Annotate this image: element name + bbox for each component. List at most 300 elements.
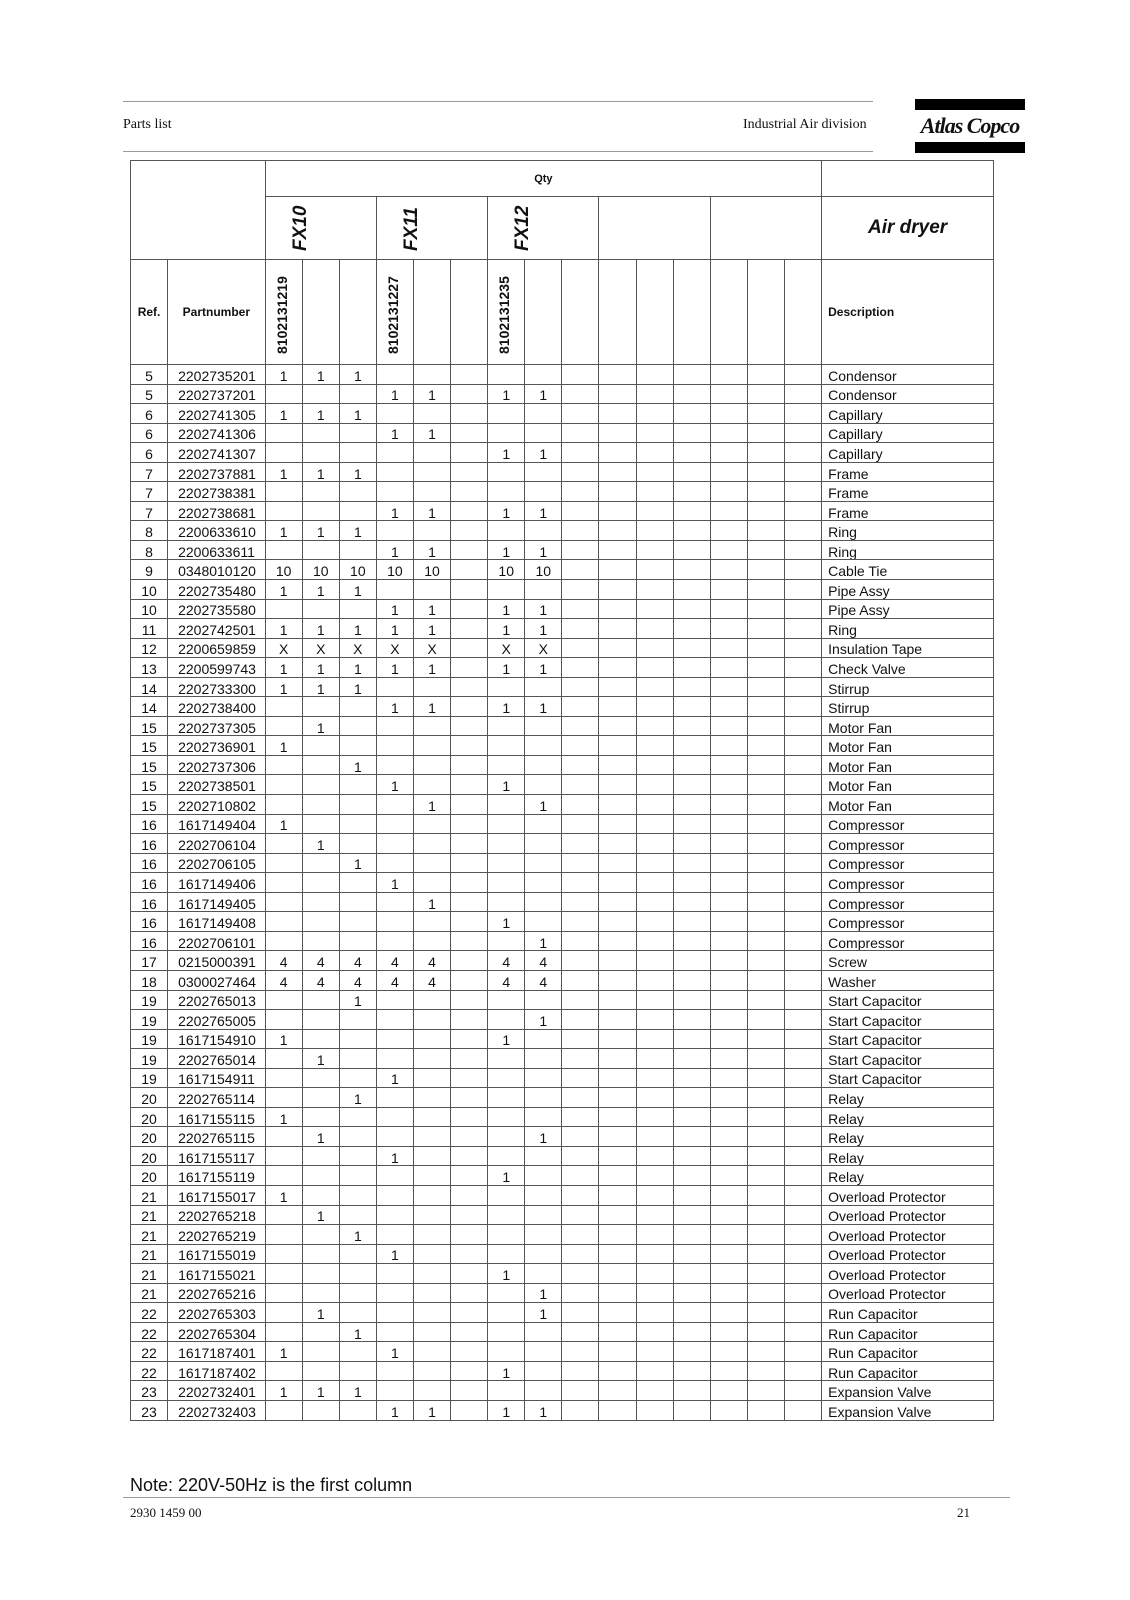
qty-cell [339, 834, 376, 854]
qty-cell [599, 1088, 636, 1108]
qty-cell [636, 443, 673, 463]
qty-cell: 1 [339, 755, 376, 775]
qty-cell [599, 384, 636, 404]
qty-cell [636, 580, 673, 600]
qty-cell [747, 384, 784, 404]
qty-cell [339, 540, 376, 560]
qty-cell [784, 638, 821, 658]
qty-cell [525, 1342, 562, 1362]
qty-cell [488, 990, 525, 1010]
table-row [131, 365, 994, 385]
qty-cell [747, 736, 784, 756]
ref-cell: 16 [131, 931, 168, 951]
qty-cell [747, 1264, 784, 1284]
qty-cell [488, 1381, 525, 1401]
qty-cell [636, 404, 673, 424]
qty-cell [599, 1244, 636, 1264]
qty-cell [413, 873, 450, 893]
description-cell: Screw [822, 951, 994, 971]
partnumber-cell: 2202732403 [168, 1400, 266, 1420]
qty-cell [562, 1107, 599, 1127]
qty-cell [562, 658, 599, 678]
qty-cell [376, 1010, 413, 1030]
qty-cell [376, 521, 413, 541]
qty-cell [747, 619, 784, 639]
qty-cell [562, 716, 599, 736]
description-cell: Motor Fan [822, 775, 994, 795]
qty-cell: 1 [265, 736, 302, 756]
qty-cell [525, 423, 562, 443]
qty-cell [636, 951, 673, 971]
qty-cell [599, 1283, 636, 1303]
partnumber-cell: 1617149404 [168, 814, 266, 834]
qty-cell [747, 423, 784, 443]
qty-cell: 10 [488, 560, 525, 580]
qty-cell [488, 1068, 525, 1088]
qty-cell [451, 1322, 488, 1342]
qty-cell [376, 365, 413, 385]
qty-cell [636, 912, 673, 932]
qty-cell [784, 540, 821, 560]
qty-cell [747, 1381, 784, 1401]
partnumber-cell: 2202765014 [168, 1049, 266, 1069]
qty-cell [413, 580, 450, 600]
qty-cell [784, 619, 821, 639]
qty-cell [599, 1225, 636, 1245]
qty-cell [451, 1264, 488, 1284]
qty-cell [747, 716, 784, 736]
qty-cell [302, 1283, 339, 1303]
qty-cell [265, 775, 302, 795]
qty-cell [636, 1068, 673, 1088]
qty-cell [636, 423, 673, 443]
qty-cell [302, 1400, 339, 1420]
qty-cell [302, 931, 339, 951]
qty-cell [747, 1107, 784, 1127]
qty-cell [525, 873, 562, 893]
qty-cell: 1 [265, 619, 302, 639]
qty-cell [376, 931, 413, 951]
qty-cell [488, 1244, 525, 1264]
description-cell: Run Capacitor [822, 1361, 994, 1381]
qty-cell [784, 853, 821, 873]
qty-cell [562, 1088, 599, 1108]
qty-cell [673, 990, 710, 1010]
qty-cell [673, 853, 710, 873]
qty-cell [784, 580, 821, 600]
qty-cell [265, 1146, 302, 1166]
qty-cell [413, 931, 450, 951]
qty-cell [599, 423, 636, 443]
qty-cell [339, 1244, 376, 1264]
qty-cell [673, 1010, 710, 1030]
partnumber-cell: 2202706101 [168, 931, 266, 951]
qty-cell [636, 892, 673, 912]
qty-cell: 1 [302, 1049, 339, 1069]
qty-cell [488, 462, 525, 482]
qty-cell [784, 834, 821, 854]
qty-cell: 4 [525, 951, 562, 971]
description-cell: Overload Protector [822, 1264, 994, 1284]
qty-cell [784, 736, 821, 756]
qty-cell [265, 834, 302, 854]
qty-cell [747, 912, 784, 932]
subcolumn-header [451, 260, 488, 365]
qty-cell [599, 736, 636, 756]
qty-cell [599, 619, 636, 639]
qty-cell [710, 1029, 747, 1049]
table-row [131, 1361, 994, 1381]
description-cell: Frame [822, 462, 994, 482]
qty-cell: 1 [265, 462, 302, 482]
table-row [131, 501, 994, 521]
qty-cell [302, 1185, 339, 1205]
partnumber-cell: 1617155019 [168, 1244, 266, 1264]
subcolumn-header [339, 260, 376, 365]
ref-cell: 16 [131, 873, 168, 893]
qty-cell [747, 1361, 784, 1381]
qty-cell [302, 775, 339, 795]
qty-cell: 1 [302, 365, 339, 385]
qty-cell [784, 384, 821, 404]
subcolumn-header [562, 260, 599, 365]
qty-cell [339, 1205, 376, 1225]
qty-cell [488, 423, 525, 443]
qty-cell [413, 677, 450, 697]
qty-cell [302, 1225, 339, 1245]
partnumber-cell: 1617149408 [168, 912, 266, 932]
qty-cell [376, 443, 413, 463]
table-row [131, 1029, 994, 1049]
qty-cell [599, 716, 636, 736]
qty-cell: 1 [265, 521, 302, 541]
qty-cell [710, 501, 747, 521]
qty-cell [413, 1107, 450, 1127]
qty-cell [376, 736, 413, 756]
qty-cell: 1 [376, 1068, 413, 1088]
qty-cell [451, 1381, 488, 1401]
table-row [131, 1049, 994, 1069]
qty-cell: 1 [302, 1303, 339, 1323]
qty-cell: 1 [376, 697, 413, 717]
qty-cell [784, 1049, 821, 1069]
qty-cell [599, 580, 636, 600]
qty-cell [376, 814, 413, 834]
qty-cell [562, 1185, 599, 1205]
qty-cell [562, 599, 599, 619]
qty-cell [747, 1225, 784, 1245]
qty-cell [710, 951, 747, 971]
qty-cell: 4 [339, 951, 376, 971]
qty-cell [302, 853, 339, 873]
qty-cell: 1 [488, 599, 525, 619]
qty-cell: 1 [376, 540, 413, 560]
qty-cell [525, 853, 562, 873]
qty-cell: 1 [413, 619, 450, 639]
description-cell: Ring [822, 619, 994, 639]
qty-cell [525, 736, 562, 756]
qty-cell: 1 [302, 834, 339, 854]
ref-cell: 20 [131, 1146, 168, 1166]
partnumber-cell: 2202765115 [168, 1127, 266, 1147]
qty-cell [636, 540, 673, 560]
qty-cell [265, 795, 302, 815]
qty-cell [265, 1166, 302, 1186]
qty-cell [451, 638, 488, 658]
qty-cell [784, 951, 821, 971]
ref-cell: 6 [131, 404, 168, 424]
model-partnumber-header [488, 260, 525, 365]
qty-cell [413, 1342, 450, 1362]
description-cell: Stirrup [822, 697, 994, 717]
qty-cell [673, 580, 710, 600]
qty-cell [710, 1342, 747, 1362]
qty-cell [302, 755, 339, 775]
table-row [131, 912, 994, 932]
qty-cell [784, 1127, 821, 1147]
qty-cell [636, 1225, 673, 1245]
qty-cell [710, 1088, 747, 1108]
description-cell: Insulation Tape [822, 638, 994, 658]
qty-cell [488, 1049, 525, 1069]
qty-cell: 10 [302, 560, 339, 580]
description-cell: Start Capacitor [822, 1010, 994, 1030]
qty-cell [265, 1244, 302, 1264]
logo-wordmark: Atlas Copco [920, 113, 1020, 138]
qty-cell [376, 834, 413, 854]
qty-cell [710, 736, 747, 756]
qty-cell [451, 990, 488, 1010]
qty-cell [784, 755, 821, 775]
qty-cell [747, 1185, 784, 1205]
qty-cell [488, 1088, 525, 1108]
ref-cell: 7 [131, 482, 168, 502]
qty-cell: 10 [265, 560, 302, 580]
qty-cell [562, 853, 599, 873]
ref-cell: 5 [131, 365, 168, 385]
qty-cell [265, 1283, 302, 1303]
qty-cell [784, 501, 821, 521]
table-row [131, 384, 994, 404]
qty-cell [747, 814, 784, 834]
qty-cell: 1 [265, 580, 302, 600]
qty-cell [599, 1166, 636, 1186]
qty-cell [784, 775, 821, 795]
qty-cell [747, 1146, 784, 1166]
partnumber-cell: 0300027464 [168, 970, 266, 990]
qty-cell [636, 1088, 673, 1108]
qty-cell [599, 404, 636, 424]
qty-cell [451, 619, 488, 639]
qty-cell: 1 [525, 1127, 562, 1147]
qty-cell [636, 521, 673, 541]
qty-cell [339, 501, 376, 521]
qty-cell [636, 501, 673, 521]
qty-cell: 1 [525, 443, 562, 463]
qty-cell [673, 1049, 710, 1069]
qty-cell [488, 365, 525, 385]
description-cell: Compressor [822, 931, 994, 951]
description-cell: Capillary [822, 404, 994, 424]
qty-cell: 1 [488, 443, 525, 463]
ref-cell: 8 [131, 521, 168, 541]
qty-cell [673, 638, 710, 658]
qty-cell [525, 580, 562, 600]
qty-cell: 1 [413, 1400, 450, 1420]
qty-cell: 1 [413, 501, 450, 521]
qty-cell [710, 638, 747, 658]
qty-cell [302, 1088, 339, 1108]
qty-cell: 1 [376, 619, 413, 639]
subcolumn-header [710, 260, 747, 365]
qty-cell [451, 931, 488, 951]
qty-cell: 1 [339, 619, 376, 639]
qty-cell [413, 1361, 450, 1381]
qty-cell [562, 755, 599, 775]
qty-cell [376, 1107, 413, 1127]
qty-cell [710, 873, 747, 893]
ref-cell: 10 [131, 599, 168, 619]
qty-cell [562, 384, 599, 404]
partnumber-cell: 2202765114 [168, 1088, 266, 1108]
description-cell: Washer [822, 970, 994, 990]
qty-cell [636, 1107, 673, 1127]
qty-cell: X [302, 638, 339, 658]
product-title: Air dryer [822, 197, 994, 260]
qty-cell [339, 1361, 376, 1381]
qty-cell [710, 912, 747, 932]
partnumber-cell: 1617155021 [168, 1264, 266, 1284]
qty-cell [562, 1303, 599, 1323]
qty-cell [599, 501, 636, 521]
qty-cell [265, 873, 302, 893]
qty-cell [562, 912, 599, 932]
qty-cell [451, 404, 488, 424]
qty-cell [413, 482, 450, 502]
table-row [131, 599, 994, 619]
qty-cell [302, 736, 339, 756]
qty-cell [302, 1068, 339, 1088]
qty-cell [784, 677, 821, 697]
qty-cell [747, 1400, 784, 1420]
qty-cell [710, 990, 747, 1010]
qty-cell [784, 1225, 821, 1245]
qty-cell [413, 814, 450, 834]
qty-cell [302, 1029, 339, 1049]
qty-cell [636, 384, 673, 404]
qty-cell: 1 [376, 873, 413, 893]
qty-cell [673, 1322, 710, 1342]
qty-cell: 1 [339, 1088, 376, 1108]
qty-cell: X [525, 638, 562, 658]
qty-cell: 1 [339, 1322, 376, 1342]
qty-cell: 1 [302, 658, 339, 678]
qty-cell: 1 [339, 677, 376, 697]
ref-cell: 21 [131, 1185, 168, 1205]
qty-cell [302, 1361, 339, 1381]
ref-cell: 6 [131, 443, 168, 463]
model-partnumber-header [376, 260, 413, 365]
table-row [131, 521, 994, 541]
qty-cell [451, 912, 488, 932]
table-row [131, 834, 994, 854]
ref-cell: 23 [131, 1400, 168, 1420]
qty-cell: 1 [265, 1342, 302, 1362]
qty-cell: 10 [376, 560, 413, 580]
ref-cell: 22 [131, 1342, 168, 1362]
qty-cell [525, 1029, 562, 1049]
partnumber-cell: 2202738681 [168, 501, 266, 521]
subcolumn-header [525, 260, 562, 365]
qty-cell [562, 834, 599, 854]
qty-cell [339, 443, 376, 463]
qty-cell [710, 443, 747, 463]
qty-cell [339, 384, 376, 404]
qty-cell [673, 1146, 710, 1166]
qty-cell [673, 384, 710, 404]
qty-cell [747, 501, 784, 521]
qty-cell [599, 931, 636, 951]
qty-cell [599, 1029, 636, 1049]
qty-cell [525, 1361, 562, 1381]
qty-cell: 4 [525, 970, 562, 990]
qty-cell [339, 1166, 376, 1186]
table-row [131, 1381, 994, 1401]
qty-cell [636, 1400, 673, 1420]
qty-cell: 1 [488, 501, 525, 521]
description-cell: Ring [822, 521, 994, 541]
qty-cell [710, 1264, 747, 1284]
partnumber-cell: 2202735201 [168, 365, 266, 385]
model-partnumber: 8102131219 [273, 276, 290, 354]
description-cell: Frame [822, 482, 994, 502]
qty-cell [747, 560, 784, 580]
partnumber-cell: 2202737305 [168, 716, 266, 736]
ref-cell: 15 [131, 716, 168, 736]
qty-cell [451, 1107, 488, 1127]
description-cell: Condensor [822, 384, 994, 404]
qty-cell [265, 990, 302, 1010]
table-row [131, 1283, 994, 1303]
qty-cell [599, 1303, 636, 1323]
qty-cell [710, 755, 747, 775]
qty-cell [599, 560, 636, 580]
qty-cell [451, 873, 488, 893]
qty-cell [562, 1244, 599, 1264]
model-header-fx10 [265, 197, 376, 260]
qty-cell [562, 873, 599, 893]
qty-cell [413, 1205, 450, 1225]
qty-cell [636, 1361, 673, 1381]
model-header-empty [599, 197, 710, 260]
qty-cell [710, 931, 747, 951]
ref-cell: 16 [131, 892, 168, 912]
qty-cell [636, 970, 673, 990]
qty-cell [636, 1029, 673, 1049]
qty-cell [747, 1283, 784, 1303]
qty-cell [562, 795, 599, 815]
qty-cell [413, 736, 450, 756]
subcolumn-header [636, 260, 673, 365]
qty-cell [562, 580, 599, 600]
qty-cell [673, 677, 710, 697]
qty-cell [413, 1244, 450, 1264]
table-row [131, 1342, 994, 1362]
qty-cell [562, 1029, 599, 1049]
qty-cell [265, 1127, 302, 1147]
qty-cell [784, 1166, 821, 1186]
qty-cell: 1 [413, 540, 450, 560]
